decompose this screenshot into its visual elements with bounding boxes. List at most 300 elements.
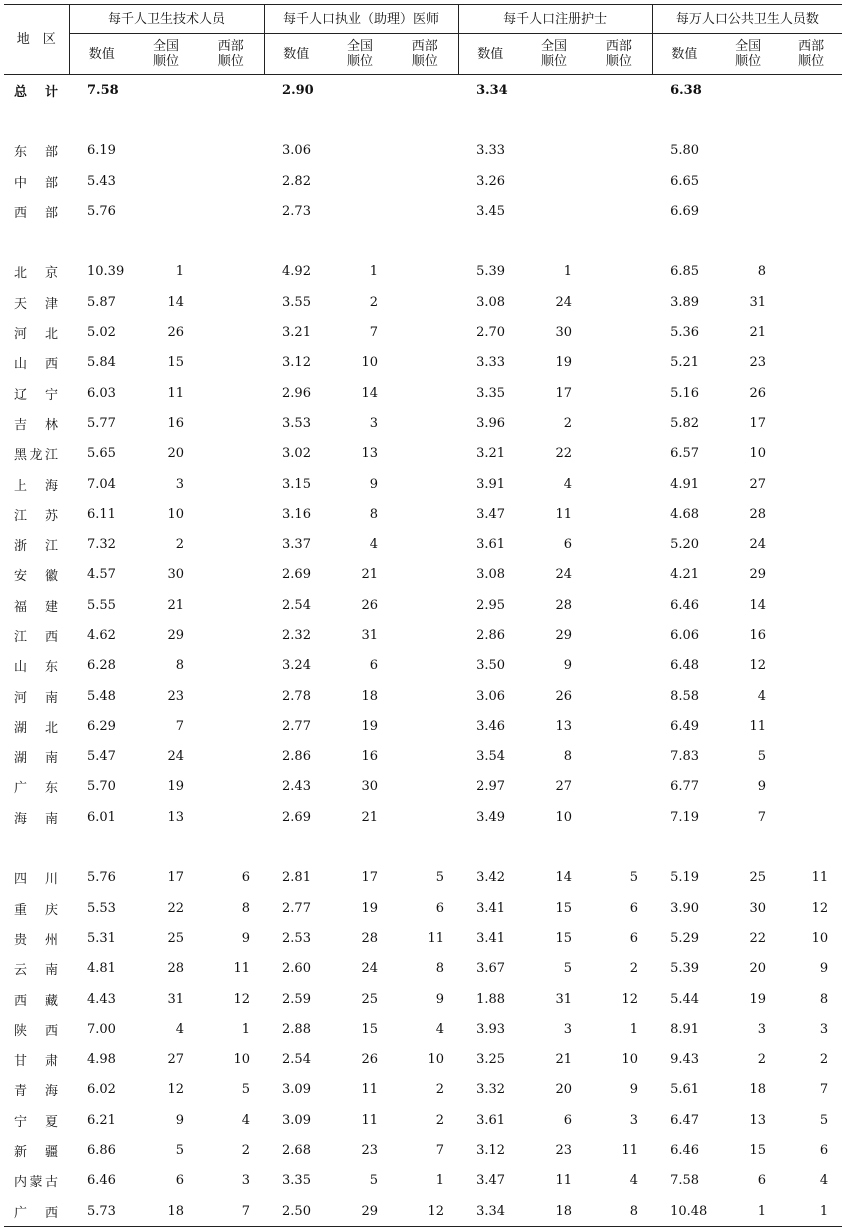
- value-cell: 5.53: [87, 900, 116, 916]
- national-rank-cell: 17: [361, 870, 379, 886]
- west-rank-cell: [780, 742, 842, 772]
- national-rank-cell: 15: [555, 930, 573, 946]
- value-cell: 3.34: [476, 82, 508, 98]
- west-rank-cell: 12: [392, 1196, 458, 1227]
- value-cell: 3.89: [670, 294, 700, 310]
- west-rank-cell: 5: [629, 870, 639, 886]
- national-rank-cell: 21: [555, 1052, 573, 1068]
- west-rank-cell: [198, 802, 264, 832]
- national-rank-header: 全国顺位: [716, 34, 780, 75]
- group-header-physicians: 每千人口执业（助理）医师: [264, 5, 458, 34]
- west-rank-cell: [586, 772, 652, 802]
- west-rank-cell: 11: [811, 870, 829, 886]
- west-rank-cell: [780, 287, 842, 317]
- national-rank-cell: 18: [749, 1082, 767, 1098]
- west-rank-cell: 8: [586, 1196, 652, 1227]
- national-rank-cell: 10: [167, 506, 184, 522]
- table-row: [4, 893, 842, 923]
- west-rank-cell: 11: [621, 1143, 639, 1159]
- west-rank-cell: [586, 287, 652, 317]
- value-cell: 5.55: [87, 597, 116, 613]
- value-cell: 2.73: [282, 203, 311, 219]
- value-cell: 2.86: [282, 749, 311, 765]
- group-header-health-tech: 每千人卫生技术人员: [69, 5, 264, 34]
- west-rank-cell: [586, 469, 652, 499]
- national-rank-header: 全国顺位: [522, 34, 586, 75]
- west-rank-cell: [392, 75, 458, 106]
- west-rank-cell: [198, 257, 264, 287]
- west-rank-cell: [392, 499, 458, 529]
- national-rank-cell: 23: [555, 1143, 573, 1159]
- region-label: 云 南: [14, 963, 58, 979]
- national-rank-cell: 21: [749, 325, 767, 341]
- value-cell: 3.24: [282, 658, 311, 674]
- region-label: 陕 西: [14, 1023, 58, 1039]
- table-row: [4, 984, 842, 1014]
- value-cell: 3.25: [476, 1052, 506, 1068]
- value-cell: 3.54: [476, 749, 506, 765]
- value-cell: 3.06: [476, 688, 506, 704]
- west-rank-cell: [198, 590, 264, 620]
- value-cell: 5.73: [69, 1196, 134, 1227]
- national-rank-cell: [328, 166, 392, 196]
- value-cell: 3.02: [282, 446, 311, 462]
- value-cell: 3.06: [282, 143, 311, 159]
- west-rank-cell: [198, 560, 264, 590]
- region-header: 地 区: [4, 5, 69, 75]
- value-cell: 2.60: [282, 961, 311, 977]
- value-cell: 6.86: [87, 1143, 116, 1159]
- value-cell: 6.49: [670, 718, 700, 734]
- spacer-cell: [4, 105, 842, 135]
- west-rank-cell: [586, 196, 652, 226]
- value-cell: 5.19: [670, 870, 700, 886]
- region-name: [4, 499, 69, 529]
- west-rank-cell: [780, 802, 842, 832]
- region-name: [4, 1075, 69, 1105]
- national-rank-cell: 17: [167, 870, 184, 886]
- value-cell: 2.70: [476, 325, 506, 341]
- national-rank-cell: 8: [757, 264, 767, 280]
- national-rank-cell: 26: [167, 325, 184, 341]
- value-cell: 7.32: [87, 537, 116, 553]
- national-rank-cell: 1: [369, 264, 379, 280]
- national-rank-cell: 30: [167, 567, 184, 583]
- value-cell: 7.58: [670, 1173, 700, 1189]
- west-rank-cell: [392, 469, 458, 499]
- national-rank-cell: 9: [175, 1112, 184, 1128]
- region-name: [4, 681, 69, 711]
- national-rank-cell: 28: [555, 597, 573, 613]
- national-rank-cell: 25: [361, 991, 379, 1007]
- region-name: [4, 196, 69, 226]
- west-rank-cell: 2: [629, 961, 639, 977]
- value-cell: 7.00: [87, 1021, 116, 1037]
- national-rank-cell: 30: [361, 779, 379, 795]
- national-rank-cell: 6: [563, 1112, 573, 1128]
- west-rank-cell: 5: [819, 1112, 829, 1128]
- value-cell: 6.46: [670, 597, 700, 613]
- value-cell: 5.65: [87, 446, 116, 462]
- west-rank-cell: [392, 742, 458, 772]
- value-cell: 2.69: [282, 567, 311, 583]
- value-cell: 8.91: [670, 1021, 700, 1037]
- region-name: [4, 954, 69, 984]
- west-rank-cell: [198, 408, 264, 438]
- west-rank-cell: 9: [435, 991, 445, 1007]
- national-rank-cell: 20: [555, 1082, 573, 1098]
- value-cell: 10.48: [652, 1196, 716, 1227]
- national-rank-cell: [134, 136, 198, 166]
- value-cell: 2.77: [282, 718, 311, 734]
- value-cell: 5.47: [87, 749, 116, 765]
- west-rank-cell: [780, 529, 842, 559]
- value-cell: 3.32: [476, 1082, 506, 1098]
- west-rank-cell: [586, 802, 652, 832]
- value-cell: 5.31: [87, 930, 116, 946]
- value-cell: 5.61: [670, 1082, 700, 1098]
- national-rank-cell: 24: [167, 749, 184, 765]
- national-rank-cell: 13: [361, 446, 379, 462]
- west-rank-cell: [198, 75, 264, 106]
- west-rank-cell: [392, 772, 458, 802]
- west-rank-cell: [198, 711, 264, 741]
- region-label: 中 部: [14, 175, 58, 191]
- west-rank-cell: [392, 196, 458, 226]
- value-cell: 3.26: [476, 173, 506, 189]
- national-rank-cell: 3: [175, 476, 184, 492]
- value-cell: 4.62: [87, 627, 116, 643]
- national-rank-cell: 14: [555, 870, 573, 886]
- value-cell: 3.55: [282, 294, 311, 310]
- value-cell: 3.47: [476, 1173, 506, 1189]
- west-rank-cell: 4: [435, 1021, 445, 1037]
- national-rank-cell: [522, 136, 586, 166]
- value-header: 数值: [652, 34, 716, 75]
- region-label: 江 西: [14, 629, 58, 645]
- west-rank-cell: [392, 711, 458, 741]
- west-rank-cell: 1: [780, 1196, 842, 1227]
- table-row: [4, 923, 842, 953]
- value-cell: 3.08: [476, 294, 506, 310]
- national-rank-cell: 29: [555, 627, 573, 643]
- region-name: [4, 257, 69, 287]
- value-cell: 3.93: [476, 1021, 506, 1037]
- national-rank-cell: 1: [563, 264, 573, 280]
- region-label: 宁 夏: [14, 1114, 58, 1130]
- region-name: [4, 317, 69, 347]
- national-rank-cell: 11: [361, 1112, 379, 1128]
- region-label: 广 东: [14, 781, 58, 797]
- national-rank-cell: [134, 75, 198, 106]
- west-rank-cell: [392, 439, 458, 469]
- national-rank-cell: 25: [167, 930, 184, 946]
- national-rank-cell: 21: [361, 809, 379, 825]
- national-rank-cell: 13: [749, 1112, 767, 1128]
- national-rank-cell: 18: [361, 688, 379, 704]
- region-label: 湖 北: [14, 720, 58, 736]
- west-rank-cell: 7: [198, 1196, 264, 1227]
- national-rank-cell: 22: [749, 930, 767, 946]
- table-row: [4, 408, 842, 438]
- region-name: [4, 590, 69, 620]
- west-rank-cell: 9: [819, 961, 829, 977]
- value-cell: 6.29: [87, 718, 116, 734]
- value-header: 数值: [264, 34, 328, 75]
- national-rank-cell: 24: [361, 961, 379, 977]
- national-rank-cell: 4: [369, 537, 379, 553]
- west-rank-cell: [780, 378, 842, 408]
- national-rank-cell: 15: [167, 355, 184, 371]
- west-rank-cell: [586, 378, 652, 408]
- value-cell: 3.41: [476, 900, 506, 916]
- spacer-row: [4, 105, 842, 135]
- national-rank-cell: 5: [757, 749, 767, 765]
- value-cell: 5.29: [670, 930, 700, 946]
- national-rank-cell: 21: [167, 597, 184, 613]
- national-rank-cell: 26: [361, 1052, 379, 1068]
- west-rank-cell: [586, 590, 652, 620]
- value-cell: 6.03: [87, 385, 116, 401]
- value-cell: 3.08: [476, 567, 506, 583]
- west-rank-cell: 6: [435, 900, 445, 916]
- west-rank-cell: [586, 317, 652, 347]
- region-label: 贵 州: [14, 932, 58, 948]
- national-rank-cell: 6: [369, 658, 379, 674]
- value-cell: 2.96: [282, 385, 311, 401]
- national-rank-cell: 19: [361, 718, 379, 734]
- region-label: 安 徽: [14, 569, 58, 585]
- value-cell: 3.21: [476, 446, 506, 462]
- west-rank-cell: [586, 75, 652, 106]
- national-rank-cell: 14: [749, 597, 767, 613]
- region-label: 重 庆: [14, 902, 58, 918]
- west-rank-cell: 3: [241, 1173, 251, 1189]
- value-cell: 5.76: [87, 870, 116, 886]
- value-cell: 3.15: [282, 476, 311, 492]
- west-rank-cell: [780, 469, 842, 499]
- value-cell: 4.81: [87, 961, 116, 977]
- value-cell: 10.39: [87, 264, 125, 280]
- value-cell: 5.48: [87, 688, 116, 704]
- region-label: 总 计: [14, 84, 58, 100]
- national-rank-cell: 5: [369, 1173, 379, 1189]
- value-cell: 3.53: [282, 415, 311, 431]
- west-rank-cell: 2: [241, 1143, 251, 1159]
- west-rank-cell: 12: [811, 900, 829, 916]
- west-rank-cell: [392, 802, 458, 832]
- value-cell: 2.82: [282, 173, 311, 189]
- national-rank-cell: [328, 196, 392, 226]
- west-rank-cell: 2: [435, 1082, 445, 1098]
- region-name: [4, 711, 69, 741]
- west-rank-header: 西部顺位: [780, 34, 842, 75]
- west-rank-cell: [586, 136, 652, 166]
- national-rank-cell: 2: [175, 537, 184, 553]
- national-rank-cell: 7: [175, 718, 184, 734]
- region-name: [4, 287, 69, 317]
- national-rank-cell: 29: [167, 627, 184, 643]
- table-row: [4, 348, 842, 378]
- region-name: [4, 1135, 69, 1165]
- national-rank-cell: [716, 196, 780, 226]
- value-cell: 4.68: [670, 506, 700, 522]
- national-rank-cell: 7: [757, 809, 767, 825]
- national-rank-cell: 30: [555, 325, 573, 341]
- region-name: [4, 1045, 69, 1075]
- national-rank-cell: 23: [361, 1143, 379, 1159]
- national-rank-cell: 19: [167, 779, 184, 795]
- national-rank-cell: 24: [555, 567, 573, 583]
- west-rank-cell: [780, 560, 842, 590]
- region-label: 上 海: [14, 478, 58, 494]
- west-rank-cell: 2: [819, 1052, 829, 1068]
- national-rank-cell: 29: [749, 567, 767, 583]
- region-label: 山 西: [14, 357, 58, 373]
- value-cell: 5.39: [670, 961, 700, 977]
- national-rank-cell: 3: [563, 1021, 573, 1037]
- west-rank-cell: [198, 681, 264, 711]
- national-rank-cell: 28: [749, 506, 767, 522]
- west-rank-cell: 5: [241, 1082, 251, 1098]
- table-row: [4, 1166, 842, 1196]
- region-name: [4, 863, 69, 893]
- spacer-cell: [4, 832, 842, 862]
- west-rank-cell: [392, 317, 458, 347]
- value-cell: 3.47: [476, 506, 506, 522]
- national-rank-cell: 25: [749, 870, 767, 886]
- west-rank-cell: [198, 651, 264, 681]
- national-rank-cell: 16: [167, 415, 184, 431]
- west-rank-cell: 6: [241, 870, 251, 886]
- value-cell: 5.16: [670, 385, 700, 401]
- west-rank-cell: [780, 439, 842, 469]
- value-cell: 3.09: [282, 1082, 311, 1098]
- value-cell: 2.88: [282, 1021, 311, 1037]
- national-rank-cell: 8: [563, 749, 573, 765]
- value-cell: 3.12: [476, 1143, 506, 1159]
- west-rank-cell: [780, 75, 842, 106]
- west-rank-cell: [198, 136, 264, 166]
- table-row: [4, 1105, 842, 1135]
- region-label: 四 川: [14, 872, 58, 888]
- table-row: [4, 802, 842, 832]
- west-rank-cell: [198, 166, 264, 196]
- value-cell: 5.80: [670, 143, 700, 159]
- national-rank-header: 全国顺位: [328, 34, 392, 75]
- value-cell: 6.38: [670, 82, 702, 98]
- region-label: 河 北: [14, 327, 58, 343]
- value-cell: 7.19: [670, 809, 700, 825]
- value-cell: 3.49: [476, 809, 506, 825]
- national-rank-cell: [134, 166, 198, 196]
- value-cell: 8.58: [670, 688, 700, 704]
- west-rank-cell: 12: [621, 991, 639, 1007]
- national-rank-cell: [522, 166, 586, 196]
- region-label: 河 南: [14, 690, 58, 706]
- west-rank-cell: [392, 681, 458, 711]
- national-rank-cell: 31: [749, 294, 767, 310]
- west-rank-cell: [392, 136, 458, 166]
- table-row: [4, 954, 842, 984]
- value-cell: 4.91: [670, 476, 700, 492]
- national-rank-cell: 24: [749, 537, 767, 553]
- national-rank-cell: 12: [167, 1082, 184, 1098]
- national-rank-cell: 18: [522, 1196, 586, 1227]
- west-rank-cell: 5: [435, 870, 445, 886]
- value-cell: 2.68: [282, 1143, 311, 1159]
- health-personnel-table: [4, 4, 842, 1227]
- west-rank-cell: [392, 651, 458, 681]
- west-rank-cell: 1: [435, 1173, 445, 1189]
- region-name: [4, 923, 69, 953]
- value-cell: 2.78: [282, 688, 311, 704]
- national-rank-cell: 23: [167, 688, 184, 704]
- region-label: 西 部: [14, 205, 58, 221]
- region-name: [4, 166, 69, 196]
- west-rank-cell: [198, 348, 264, 378]
- west-rank-cell: [780, 590, 842, 620]
- region-name: [4, 378, 69, 408]
- table-row: [4, 560, 842, 590]
- west-rank-cell: 9: [241, 930, 251, 946]
- region-label: 黑龙江: [14, 448, 58, 464]
- west-rank-cell: [198, 620, 264, 650]
- national-rank-cell: 2: [563, 415, 573, 431]
- national-rank-cell: 27: [749, 476, 767, 492]
- value-cell: 2.32: [282, 627, 311, 643]
- value-cell: 2.54: [282, 1052, 311, 1068]
- national-rank-cell: 4: [175, 1021, 184, 1037]
- national-rank-cell: 11: [555, 1173, 573, 1189]
- national-rank-cell: 3: [369, 415, 379, 431]
- west-rank-cell: [780, 196, 842, 226]
- west-rank-cell: 4: [819, 1173, 829, 1189]
- value-cell: 5.02: [87, 325, 116, 341]
- west-rank-cell: [392, 408, 458, 438]
- national-rank-cell: [716, 75, 780, 106]
- value-cell: 3.21: [282, 325, 311, 341]
- national-rank-cell: [328, 136, 392, 166]
- national-rank-cell: 13: [555, 718, 573, 734]
- value-cell: 1.88: [476, 991, 506, 1007]
- west-rank-cell: 10: [233, 1052, 251, 1068]
- west-rank-cell: [198, 772, 264, 802]
- region-label: 北 京: [14, 266, 58, 282]
- national-rank-cell: 14: [361, 385, 379, 401]
- west-rank-cell: [780, 257, 842, 287]
- west-rank-cell: [780, 651, 842, 681]
- west-rank-cell: 8: [435, 961, 445, 977]
- national-rank-cell: 31: [167, 991, 184, 1007]
- region-label: 西 藏: [14, 993, 58, 1009]
- value-cell: 2.43: [282, 779, 311, 795]
- value-cell: 3.33: [476, 143, 506, 159]
- west-rank-cell: 4: [629, 1173, 639, 1189]
- national-rank-cell: 7: [369, 325, 379, 341]
- region-label: 湖 南: [14, 751, 58, 767]
- west-rank-cell: 8: [819, 991, 829, 1007]
- value-cell: 6.46: [87, 1173, 116, 1189]
- national-rank-cell: 11: [749, 718, 767, 734]
- table-row: [4, 196, 842, 226]
- table-row: [4, 166, 842, 196]
- national-rank-cell: 29: [328, 1196, 392, 1227]
- spacer-cell: [4, 226, 842, 256]
- national-rank-cell: [328, 75, 392, 106]
- value-cell: 7.83: [670, 749, 700, 765]
- value-cell: 5.84: [87, 355, 116, 371]
